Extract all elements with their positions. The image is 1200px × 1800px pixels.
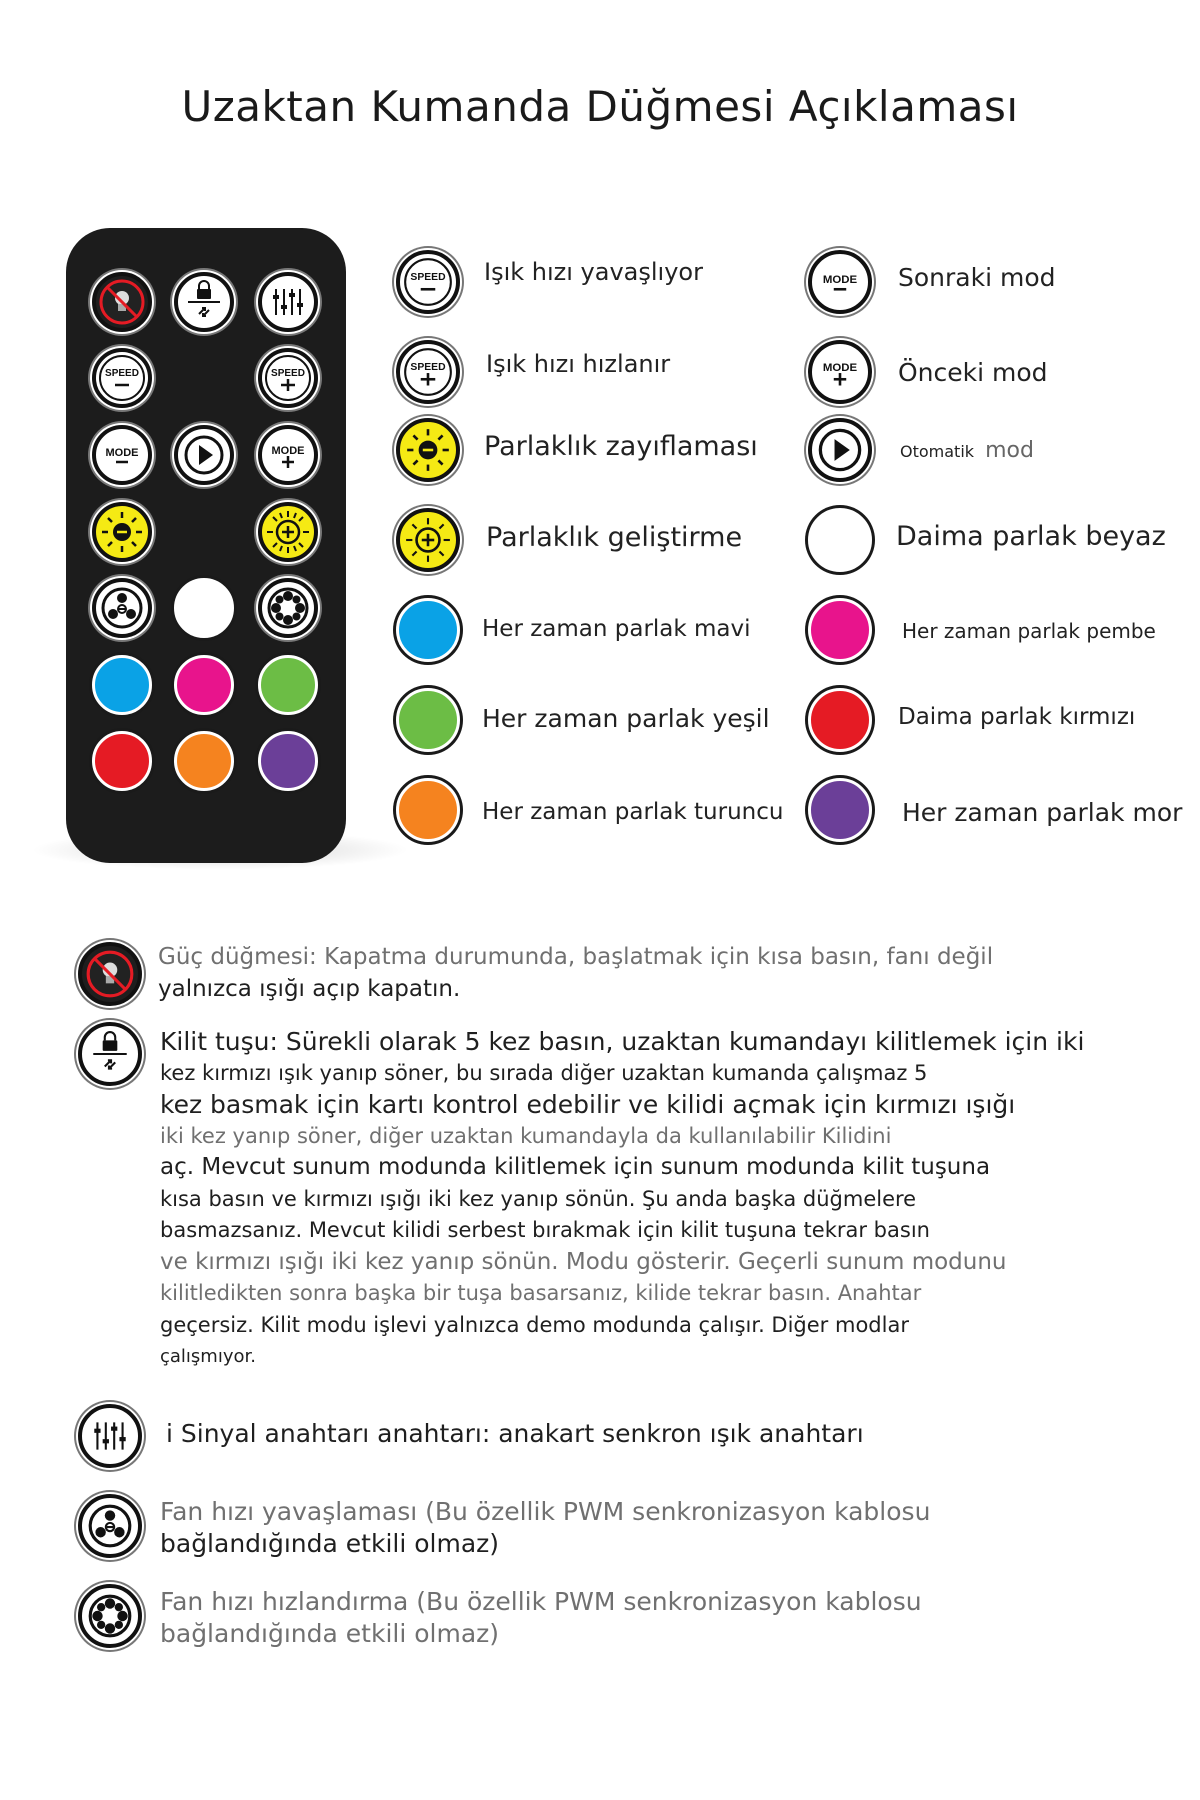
desc-power (158, 942, 993, 1005)
desc-lock-line: aç. Mevcut sunum modunda kilitlemek için sunum modunda kilit tuşuna (160, 1154, 991, 1180)
brightness-plus-button[interactable] (258, 502, 318, 562)
white-button[interactable] (174, 578, 234, 638)
legend-label-mode-plus: Önceki mod (898, 358, 1048, 387)
speed-text: SPEED (410, 271, 446, 283)
speed-text: SPEED (410, 361, 446, 373)
play-icon (182, 433, 226, 477)
fan-fast-button[interactable] (258, 578, 318, 638)
brightness-minus-button[interactable] (92, 502, 152, 562)
speed-minus-button[interactable] (92, 348, 152, 408)
legend-label-brightness-plus: Parlaklık geliştirme (486, 522, 743, 553)
desc-power-line2: yalnızca ışığı açıp kapatın. (158, 975, 461, 1002)
desc-lock-line: Kilit tuşu: Sürekli olarak 5 kez basın, uzaktan kumandayı kilitlemek için iki (160, 1027, 1085, 1056)
power-button[interactable] (92, 272, 152, 332)
mode-plus-button[interactable] (258, 425, 318, 485)
desc-lock-line: ve kırmızı ışığı iki kez yanıp sönün. Modu gösterir. Geçerli sunum modunu (160, 1248, 1007, 1275)
lock-button[interactable] (174, 272, 234, 332)
mode-text: MODE (105, 447, 139, 459)
power-bulb-icon (97, 277, 147, 327)
desc-lock-line: iki kez yanıp söner, diğer uzaktan kumandayla da kullanılabilir Kilidini (160, 1123, 892, 1148)
speed-plus-button[interactable] (258, 348, 318, 408)
legend-mode-minus-icon (808, 250, 872, 314)
speed-text: SPEED (271, 368, 305, 379)
desc-sliders-icon (78, 1404, 142, 1468)
legend-label-green: Her zaman parlak yeşil (482, 704, 770, 733)
play-button[interactable] (174, 425, 234, 485)
legend-blue-swatch (396, 598, 460, 662)
desc-power-line1: Güç düğmesi: Kapatma durumunda, başlatmak için kısa basın, fanı değil (158, 944, 994, 970)
blue-button[interactable] (92, 655, 152, 715)
desc-power-icon (78, 942, 142, 1006)
legend-red-swatch (808, 688, 872, 752)
desc-signal: i Sinyal anahtarı anahtarı: anakart senkron ışık anahtarı (166, 1419, 864, 1448)
legend-label-speed-minus: Işık hızı yavaşlıyor (484, 258, 703, 286)
desc-fan-slow (160, 1496, 930, 1559)
legend-purple-swatch (808, 778, 872, 842)
legend-label-brightness-minus: Parlaklık zayıflaması (484, 431, 758, 462)
mode-minus-icon (96, 429, 148, 481)
desc-lock-line: basmazsanız. Mevcut kilidi serbest bırakmak için kilit tuşuna tekrar basın (160, 1218, 930, 1242)
legend-mode-plus-icon (808, 340, 872, 404)
legend-white-swatch (808, 508, 872, 572)
mode-minus-button[interactable] (92, 425, 152, 485)
legend-label-auto-mode (900, 438, 1034, 463)
legend-pink-swatch (808, 598, 872, 662)
green-button[interactable] (258, 655, 318, 715)
legend-label-mode-minus: Sonraki mod (898, 263, 1056, 292)
signal-switch-button[interactable] (258, 272, 318, 332)
legend-label-auto-small: Otomatik (900, 442, 975, 461)
speed-minus-icon (96, 352, 148, 404)
sliders-icon (267, 281, 309, 323)
desc-lock (160, 1026, 1084, 1373)
red-button[interactable] (92, 731, 152, 791)
legend-green-swatch (396, 688, 460, 752)
pink-button[interactable] (174, 655, 234, 715)
sun-plus-icon (264, 508, 312, 556)
desc-fan-fast (160, 1586, 922, 1649)
desc-lock-line: kez basmak için kartı kontrol edebilir ve kilidi açmak için kırmızı ışığı (160, 1090, 1016, 1119)
remote-control (66, 228, 346, 863)
legend-label-blue: Her zaman parlak mavi (482, 616, 751, 642)
fan-minus-icon (98, 584, 146, 632)
mode-text: MODE (822, 361, 858, 374)
mode-text: MODE (271, 445, 305, 457)
legend-sun-plus-icon (396, 508, 460, 572)
legend-speed-plus-icon (396, 340, 460, 404)
legend-label-white: Daima parlak beyaz (896, 521, 1166, 552)
desc-lock-line: çalışmıyor. (160, 1346, 256, 1367)
legend-label-pink: Her zaman parlak pembe (902, 619, 1156, 643)
desc-fan-fast-line1: Fan hızı hızlandırma (Bu özellik PWM senkronizasyon kablosu (160, 1587, 922, 1616)
legend-label-auto-mod: mod (985, 438, 1034, 463)
desc-lock-line: kilitledikten sonra başka bir tuşa basarsanız, kilide tekrar basın. Anahtar (160, 1281, 922, 1305)
desc-lock-icon (78, 1022, 142, 1086)
speed-text: SPEED (105, 368, 139, 379)
desc-lock-line: geçersiz. Kilit modu işlevi yalnızca demo modunda çalışır. Diğer modlar (160, 1312, 909, 1337)
lock-icon (182, 280, 226, 324)
fan-plus-icon (264, 584, 312, 632)
desc-fan-minus-icon (78, 1494, 142, 1558)
mode-text: MODE (822, 274, 858, 287)
page-title: Uzaktan Kumanda Düğmesi Açıklaması (181, 82, 1019, 131)
desc-fan-slow-line2: bağlandığında etkili olmaz) (160, 1528, 500, 1558)
legend-label-orange: Her zaman parlak turuncu (482, 799, 784, 825)
legend-speed-minus-icon (396, 250, 460, 314)
legend-play-icon (808, 418, 872, 482)
desc-fan-slow-line1: Fan hızı yavaşlaması (Bu özellik PWM senkronizasyon kablosu (160, 1497, 931, 1526)
legend-label-speed-plus: Işık hızı hızlanır (486, 350, 671, 378)
fan-slow-button[interactable] (92, 578, 152, 638)
mode-plus-icon (262, 429, 314, 481)
sun-minus-icon (98, 508, 146, 556)
desc-lock-line: kısa basın ve kırmızı ışığı iki kez yanıp sönün. Şu anda başka düğmelere (160, 1186, 917, 1211)
legend-sun-minus-icon (396, 418, 460, 482)
purple-button[interactable] (258, 731, 318, 791)
desc-fan-plus-icon (78, 1584, 142, 1648)
legend-orange-swatch (396, 778, 460, 842)
legend-label-purple: Her zaman parlak mor (902, 798, 1183, 827)
orange-button[interactable] (174, 731, 234, 791)
desc-lock-line: kez kırmızı ışık yanıp söner, bu sırada diğer uzaktan kumanda çalışmaz 5 (160, 1060, 928, 1085)
speed-plus-icon (262, 352, 314, 404)
legend-label-red: Daima parlak kırmızı (898, 704, 1136, 730)
desc-fan-fast-line2: bağlandığında etkili olmaz) (160, 1618, 500, 1648)
